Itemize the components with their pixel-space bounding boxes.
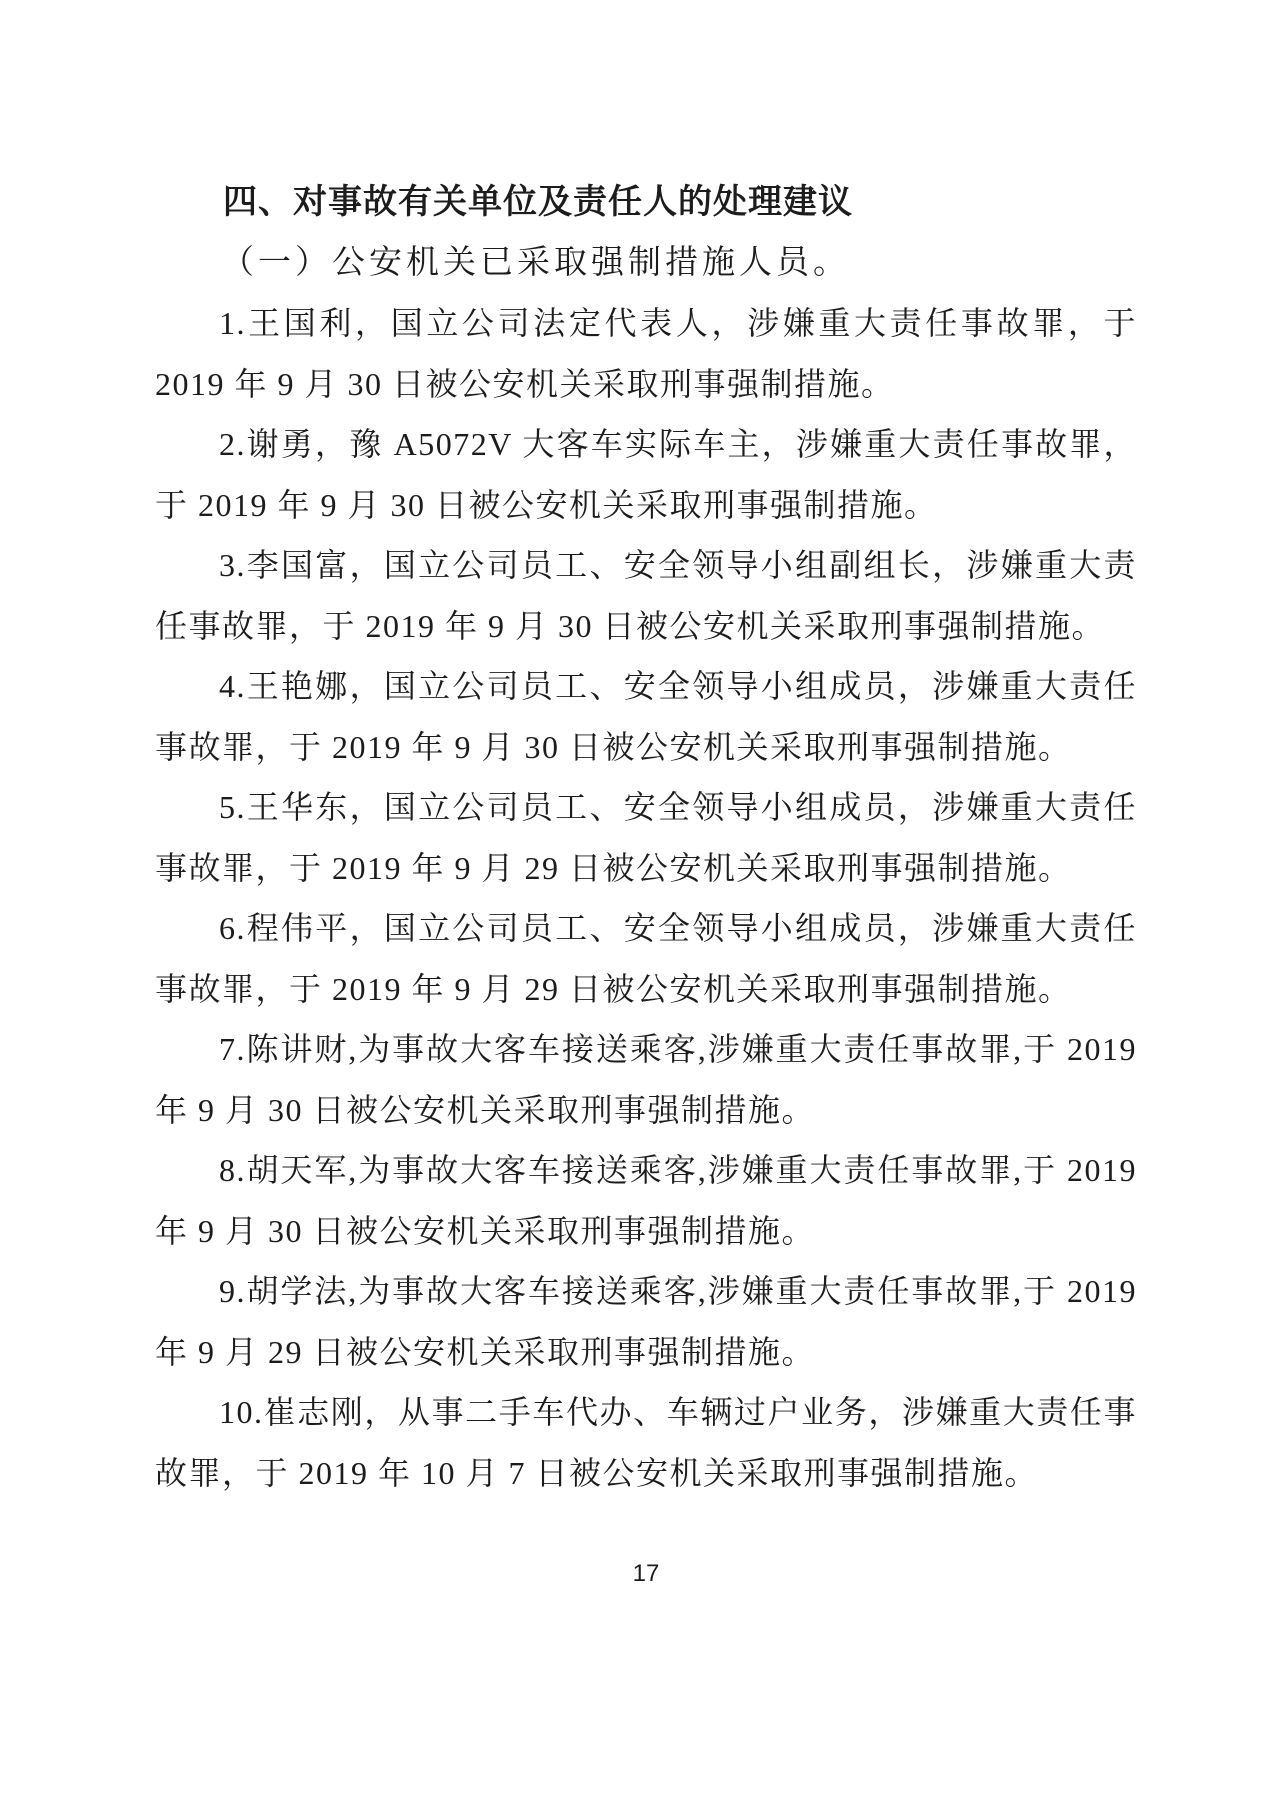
paragraph-4: 4.王艳娜，国立公司员工、安全领导小组成员，涉嫌重大责任事故罪，于 2019 年 9 月 30 日被公安机关采取刑事强制措施。 <box>155 668 1137 765</box>
paragraph-2: 2.谢勇，豫 A5072V 大客车实际车主，涉嫌重大责任事故罪，于 2019 年 9 月 30 日被公安机关采取刑事强制措施。 <box>155 426 1137 523</box>
paragraph-9: 9.胡学法,为事故大客车接送乘客,涉嫌重大责任事故罪,于 2019 年 9 月 29 日被公安机关采取刑事强制措施。 <box>155 1273 1137 1370</box>
page-number: 17 <box>632 1560 660 1587</box>
paragraph-8: 8.胡天军,为事故大客车接送乘客,涉嫌重大责任事故罪,于 2019 年 9 月 30 日被公安机关采取刑事强制措施。 <box>155 1152 1137 1249</box>
paragraph-7: 7.陈讲财,为事故大客车接送乘客,涉嫌重大责任事故罪,于 2019 年 9 月 30 日被公安机关采取刑事强制措施。 <box>155 1031 1137 1128</box>
paragraph-3: 3.李国富，国立公司员工、安全领导小组副组长，涉嫌重大责任事故罪，于 2019 年 9 月 30 日被公安机关采取刑事强制措施。 <box>155 547 1137 644</box>
paragraph-1: 1.王国利，国立公司法定代表人，涉嫌重大责任事故罪，于 2019 年 9 月 30 日被公安机关采取刑事强制措施。 <box>155 305 1137 402</box>
paragraph-6: 6.程伟平，国立公司员工、安全领导小组成员，涉嫌重大责任事故罪，于 2019 年 9 月 29 日被公安机关采取刑事强制措施。 <box>155 910 1137 1007</box>
subsection-heading: （一）公安机关已采取强制措施人员。 <box>221 244 850 281</box>
paragraph-5: 5.王华东，国立公司员工、安全领导小组成员，涉嫌重大责任事故罪，于 2019 年 9 月 29 日被公安机关采取刑事强制措施。 <box>155 789 1137 886</box>
section-heading: 四、对事故有关单位及责任人的处理建议 <box>223 183 853 221</box>
document-content <box>155 172 1137 1503</box>
paragraph-10: 10.崔志刚，从事二手车代办、车辆过户业务，涉嫌重大责任事故罪，于 2019 年 10 月 7 日被公安机关采取刑事强制措施。 <box>155 1394 1137 1491</box>
